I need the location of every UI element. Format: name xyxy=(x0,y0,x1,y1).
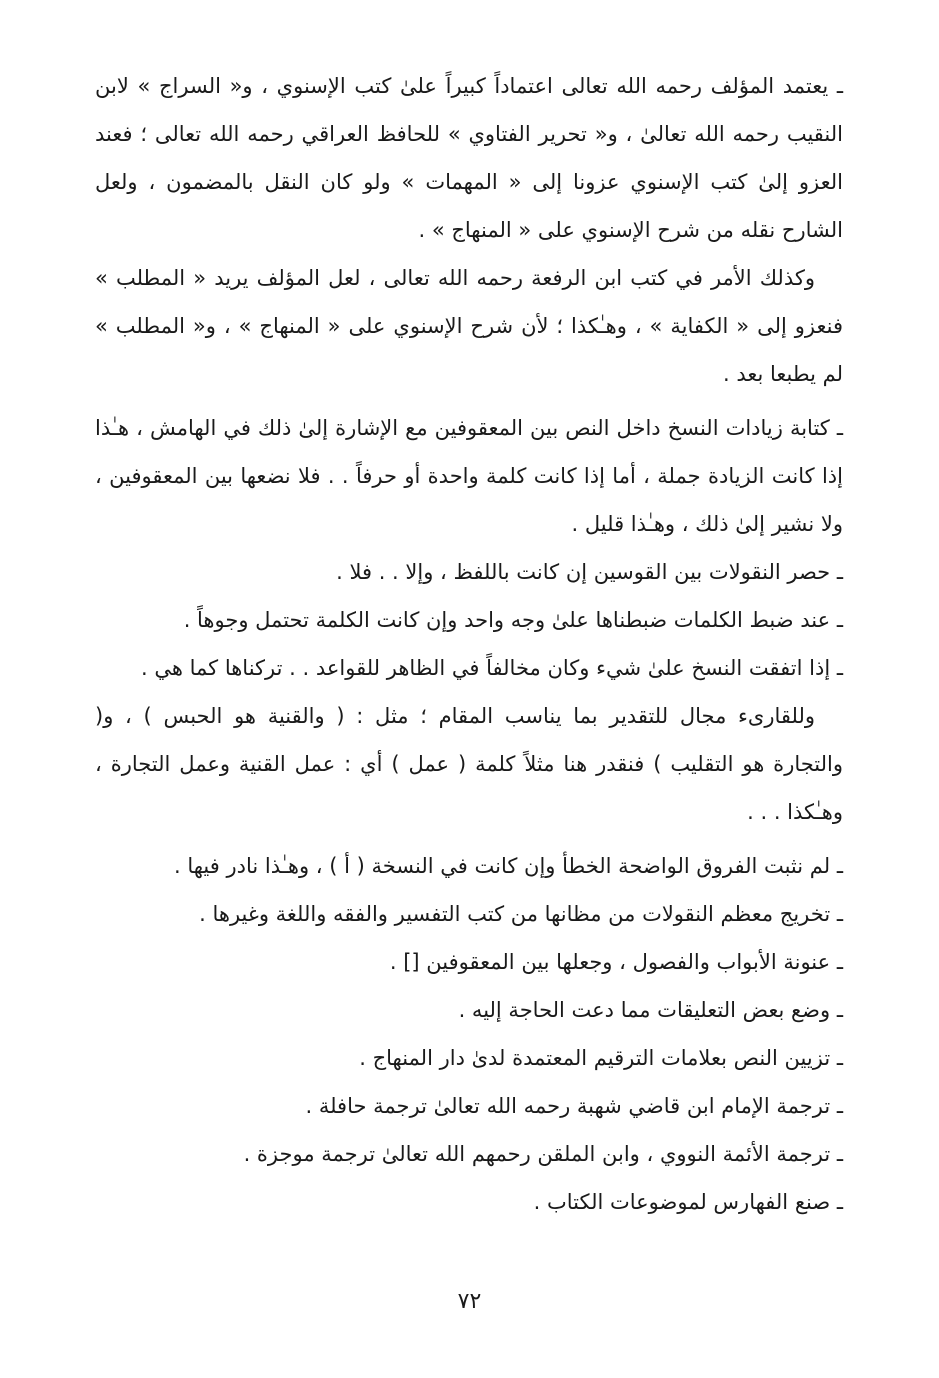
paragraph-manuscript-additions: ـ كتابة زيادات النسخ داخل النص بين المعقوفين مع الإشارة إلىٰ ذلك في الهامش ، هـٰذا إذا كانت الزيادة جملة ، أما إذا كانت كلمة واحدة أو حرفاً . . فلا نضعها بين المعقوفين ، ولا نشير إلىٰ ذلك ، وهـٰذا قليل . xyxy=(95,416,843,536)
paragraph-ibn-rifaa-books: وكذلك الأمر في كتب ابن الرفعة رحمه الله تعالى ، لعل المؤلف يريد « المطلب » فنعزو إلى « الكفاية » ، وهـٰكذا ؛ لأن شرح الإسنوي على « المنهاج » ، و« المطلب » لم يطبعا بعد . xyxy=(95,266,843,386)
list-item-vocalization: ـ عند ضبط الكلمات ضبطناها علىٰ وجه واحد وإن كانت الكلمة تحتمل وجوهاً . xyxy=(183,608,843,632)
paragraph-reliance-on-sources: ـ يعتمد المؤلف رحمه الله تعالى اعتماداً كبيراً علىٰ كتب الإسنوي ، و« السراج » لابن النقيب رحمه الله تعالىٰ ، و« تحرير الفتاوي » للحافظ العراقي رحمه الله تعالى ؛ فعند العزو إلىٰ كتب الإسنوي عزونا إلى « المهمات » ولو كان النقل بالمضمون ، ولعل الشارح نقله من شرح الإسنوي على « المنهاج » . xyxy=(95,74,843,242)
list-item-source-referencing: ـ تخريج معظم النقولات من مظانها من كتب التفسير والفقه واللغة وغيرها . xyxy=(199,902,843,926)
page-body xyxy=(95,62,843,1226)
list-item-chapter-titles: ـ عنونة الأبواب والفصول ، وجعلها بين المعقوفين [] . xyxy=(389,950,843,974)
list-item-indexes: ـ صنع الفهارس لموضوعات الكتاب . xyxy=(533,1190,843,1214)
page-number: ٧٢ xyxy=(457,1289,482,1314)
list-item-quotations: ـ حصر النقولات بين القوسين إن كانت باللفظ ، وإلا . . فلا . xyxy=(336,560,843,584)
list-item-obvious-errors: ـ لم نثبت الفروق الواضحة الخطأ وإن كانت في النسخة ( أ ) ، وهـٰذا نادر فيها . xyxy=(173,854,843,878)
list-item-author-biography: ـ ترجمة الإمام ابن قاضي شهبة رحمه الله تعالىٰ ترجمة حافلة . xyxy=(305,1094,843,1118)
list-item-annotations: ـ وضع بعض التعليقات مما دعت الحاجة إليه . xyxy=(458,998,843,1022)
paragraph-reader-estimation: وللقارىء مجال للتقدير بما يناسب المقام ؛ مثل : ( والقنية هو الحبس ) ، و( والتجارة هو التقليب ) فنقدر هنا مثلاً كلمة ( عمل ) أي : عمل القنية وعمل التجارة ، وهـٰكذا . . . xyxy=(95,704,843,824)
list-item-punctuation: ـ تزيين النص بعلامات الترقيم المعتمدة لدىٰ دار المنهاج . xyxy=(359,1046,843,1070)
list-item-imams-biography: ـ ترجمة الأئمة النووي ، وابن الملقن رحمهم الله تعالىٰ ترجمة موجزة . xyxy=(243,1142,843,1166)
list-item-manuscript-agreement: ـ إذا اتفقت النسخ علىٰ شيء وكان مخالفاً في الظاهر للقواعد . . تركناها كما هي . xyxy=(141,656,843,680)
